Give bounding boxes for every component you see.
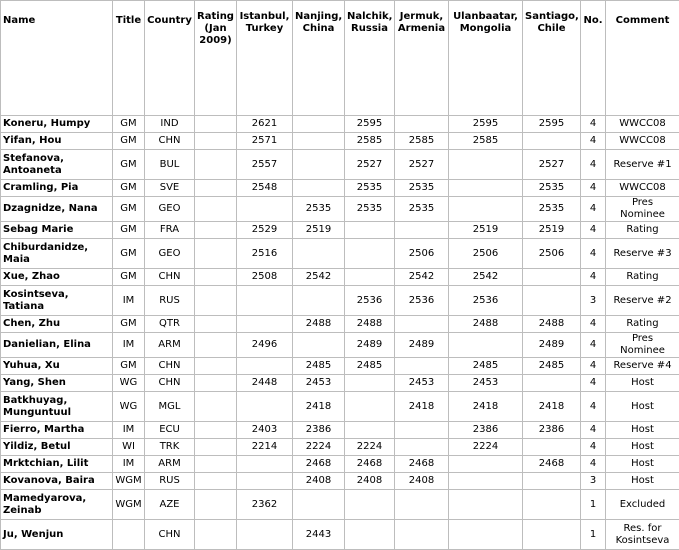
table-row bbox=[1, 392, 679, 422]
cell-comment: WWCC08 bbox=[606, 116, 679, 133]
cell-istanbul bbox=[237, 392, 293, 422]
cell-santiago: 2527 bbox=[523, 150, 581, 180]
cell-country: TRK bbox=[145, 439, 195, 456]
cell-no: 1 bbox=[581, 520, 606, 550]
cell-comment: Rating bbox=[606, 222, 679, 239]
cell-istanbul: 2557 bbox=[237, 150, 293, 180]
cell-title: IM bbox=[113, 286, 145, 316]
cell-nalchik bbox=[345, 422, 395, 439]
cell-no: 4 bbox=[581, 133, 606, 150]
cell-jermuk: 2585 bbox=[395, 133, 449, 150]
cell-comment: Reserve #1 bbox=[606, 150, 679, 180]
cell-rating bbox=[195, 473, 237, 490]
cell-rating bbox=[195, 269, 237, 286]
cell-santiago: 2535 bbox=[523, 197, 581, 222]
cell-jermuk: 2506 bbox=[395, 239, 449, 269]
cell-istanbul: 2214 bbox=[237, 439, 293, 456]
cell-name: Kosintseva, Tatiana bbox=[1, 286, 113, 316]
cell-nalchik bbox=[345, 392, 395, 422]
cell-ulanbaatar: 2453 bbox=[449, 375, 523, 392]
cell-nanjing bbox=[293, 286, 345, 316]
cell-title: GM bbox=[113, 197, 145, 222]
cell-title: IM bbox=[113, 422, 145, 439]
cell-nanjing: 2408 bbox=[293, 473, 345, 490]
cell-istanbul bbox=[237, 358, 293, 375]
cell-istanbul: 2548 bbox=[237, 180, 293, 197]
cell-no: 4 bbox=[581, 316, 606, 333]
cell-santiago bbox=[523, 133, 581, 150]
cell-nalchik: 2535 bbox=[345, 197, 395, 222]
cell-country: ARM bbox=[145, 456, 195, 473]
cell-istanbul: 2621 bbox=[237, 116, 293, 133]
cell-santiago: 2519 bbox=[523, 222, 581, 239]
cell-rating bbox=[195, 197, 237, 222]
cell-ulanbaatar: 2585 bbox=[449, 133, 523, 150]
cell-title: GM bbox=[113, 150, 145, 180]
cell-name: Chiburdanidze, Maia bbox=[1, 239, 113, 269]
cell-comment: Host bbox=[606, 392, 679, 422]
cell-country: BUL bbox=[145, 150, 195, 180]
cell-title: GM bbox=[113, 358, 145, 375]
cell-istanbul: 2403 bbox=[237, 422, 293, 439]
cell-ulanbaatar bbox=[449, 490, 523, 520]
cell-nanjing: 2453 bbox=[293, 375, 345, 392]
cell-name: Cramling, Pia bbox=[1, 180, 113, 197]
table-row bbox=[1, 375, 679, 392]
table-row bbox=[1, 422, 679, 439]
cell-nalchik: 2489 bbox=[345, 333, 395, 358]
cell-nalchik bbox=[345, 375, 395, 392]
table-row bbox=[1, 358, 679, 375]
cell-rating bbox=[195, 333, 237, 358]
cell-country: SVE bbox=[145, 180, 195, 197]
cell-nalchik: 2485 bbox=[345, 358, 395, 375]
cell-jermuk bbox=[395, 222, 449, 239]
cell-no: 3 bbox=[581, 286, 606, 316]
table-row bbox=[1, 333, 679, 358]
cell-name: Fierro, Martha bbox=[1, 422, 113, 439]
cell-istanbul bbox=[237, 316, 293, 333]
cell-no: 1 bbox=[581, 490, 606, 520]
cell-no: 4 bbox=[581, 180, 606, 197]
header-country: Country bbox=[145, 1, 195, 116]
cell-name: Yildiz, Betul bbox=[1, 439, 113, 456]
cell-ulanbaatar: 2519 bbox=[449, 222, 523, 239]
cell-istanbul: 2529 bbox=[237, 222, 293, 239]
cell-country: GEO bbox=[145, 197, 195, 222]
cell-title: WGM bbox=[113, 473, 145, 490]
cell-istanbul: 2571 bbox=[237, 133, 293, 150]
cell-no: 4 bbox=[581, 422, 606, 439]
cell-ulanbaatar: 2542 bbox=[449, 269, 523, 286]
cell-comment: WWCC08 bbox=[606, 133, 679, 150]
cell-jermuk: 2535 bbox=[395, 180, 449, 197]
header-santiago: Santiago, Chile bbox=[523, 1, 581, 116]
cell-comment: Res. for Kosintseva bbox=[606, 520, 679, 550]
table-row bbox=[1, 316, 679, 333]
header-row bbox=[1, 1, 679, 116]
cell-jermuk bbox=[395, 439, 449, 456]
cell-comment: Host bbox=[606, 375, 679, 392]
cell-ulanbaatar: 2224 bbox=[449, 439, 523, 456]
cell-name: Yifan, Hou bbox=[1, 133, 113, 150]
table-row bbox=[1, 180, 679, 197]
cell-comment: Host bbox=[606, 422, 679, 439]
cell-jermuk bbox=[395, 116, 449, 133]
cell-ulanbaatar bbox=[449, 456, 523, 473]
cell-ulanbaatar bbox=[449, 333, 523, 358]
cell-nanjing: 2224 bbox=[293, 439, 345, 456]
cell-istanbul bbox=[237, 456, 293, 473]
cell-no: 4 bbox=[581, 456, 606, 473]
cell-comment: Reserve #2 bbox=[606, 286, 679, 316]
cell-nanjing: 2542 bbox=[293, 269, 345, 286]
header-no: No. bbox=[581, 1, 606, 116]
table-row bbox=[1, 286, 679, 316]
cell-jermuk bbox=[395, 358, 449, 375]
table-row bbox=[1, 116, 679, 133]
header-jermuk: Jermuk, Armenia bbox=[395, 1, 449, 116]
cell-country: FRA bbox=[145, 222, 195, 239]
cell-rating bbox=[195, 150, 237, 180]
cell-nanjing bbox=[293, 239, 345, 269]
cell-country: GEO bbox=[145, 239, 195, 269]
table-row bbox=[1, 222, 679, 239]
table-row bbox=[1, 133, 679, 150]
cell-istanbul: 2362 bbox=[237, 490, 293, 520]
cell-title: WI bbox=[113, 439, 145, 456]
cell-name: Yuhua, Xu bbox=[1, 358, 113, 375]
table-row bbox=[1, 456, 679, 473]
cell-title: GM bbox=[113, 180, 145, 197]
cell-no: 4 bbox=[581, 439, 606, 456]
cell-ulanbaatar bbox=[449, 197, 523, 222]
header-name: Name bbox=[1, 1, 113, 116]
cell-name: Danielian, Elina bbox=[1, 333, 113, 358]
cell-title: GM bbox=[113, 133, 145, 150]
cell-santiago: 2468 bbox=[523, 456, 581, 473]
cell-santiago: 2595 bbox=[523, 116, 581, 133]
cell-jermuk: 2542 bbox=[395, 269, 449, 286]
cell-no: 4 bbox=[581, 239, 606, 269]
cell-rating bbox=[195, 375, 237, 392]
cell-nalchik: 2468 bbox=[345, 456, 395, 473]
cell-istanbul: 2496 bbox=[237, 333, 293, 358]
cell-name: Kovanova, Baira bbox=[1, 473, 113, 490]
cell-ulanbaatar bbox=[449, 180, 523, 197]
cell-ulanbaatar: 2506 bbox=[449, 239, 523, 269]
cell-santiago: 2418 bbox=[523, 392, 581, 422]
cell-name: Koneru, Humpy bbox=[1, 116, 113, 133]
table-row bbox=[1, 473, 679, 490]
cell-rating bbox=[195, 239, 237, 269]
cell-rating bbox=[195, 133, 237, 150]
cell-istanbul bbox=[237, 473, 293, 490]
cell-nalchik bbox=[345, 490, 395, 520]
cell-jermuk: 2535 bbox=[395, 197, 449, 222]
cell-ulanbaatar: 2595 bbox=[449, 116, 523, 133]
table-row bbox=[1, 520, 679, 550]
cell-comment: Rating bbox=[606, 316, 679, 333]
cell-comment: WWCC08 bbox=[606, 180, 679, 197]
cell-no: 4 bbox=[581, 222, 606, 239]
cell-country: RUS bbox=[145, 473, 195, 490]
cell-name: Sebag Marie bbox=[1, 222, 113, 239]
cell-comment: Host bbox=[606, 473, 679, 490]
cell-nanjing: 2535 bbox=[293, 197, 345, 222]
cell-rating bbox=[195, 180, 237, 197]
cell-no: 4 bbox=[581, 333, 606, 358]
cell-santiago: 2535 bbox=[523, 180, 581, 197]
cell-title: GM bbox=[113, 316, 145, 333]
header-rating: Rating (Jan 2009) bbox=[195, 1, 237, 116]
cell-santiago bbox=[523, 520, 581, 550]
cell-nalchik: 2585 bbox=[345, 133, 395, 150]
cell-no: 4 bbox=[581, 197, 606, 222]
cell-jermuk: 2408 bbox=[395, 473, 449, 490]
cell-jermuk: 2489 bbox=[395, 333, 449, 358]
cell-ulanbaatar: 2386 bbox=[449, 422, 523, 439]
cell-santiago bbox=[523, 490, 581, 520]
cell-no: 4 bbox=[581, 375, 606, 392]
cell-no: 4 bbox=[581, 392, 606, 422]
cell-ulanbaatar: 2488 bbox=[449, 316, 523, 333]
cell-title: GM bbox=[113, 116, 145, 133]
cell-comment: Reserve #3 bbox=[606, 239, 679, 269]
cell-comment: Excluded bbox=[606, 490, 679, 520]
cell-santiago: 2506 bbox=[523, 239, 581, 269]
cell-nanjing bbox=[293, 133, 345, 150]
cell-nalchik: 2535 bbox=[345, 180, 395, 197]
cell-istanbul: 2508 bbox=[237, 269, 293, 286]
cell-ulanbaatar: 2418 bbox=[449, 392, 523, 422]
cell-istanbul bbox=[237, 520, 293, 550]
cell-santiago bbox=[523, 286, 581, 316]
cell-name: Batkhuyag, Munguntuul bbox=[1, 392, 113, 422]
cell-nanjing bbox=[293, 333, 345, 358]
cell-country: CHN bbox=[145, 269, 195, 286]
cell-name: Xue, Zhao bbox=[1, 269, 113, 286]
cell-nalchik: 2488 bbox=[345, 316, 395, 333]
cell-name: Ju, Wenjun bbox=[1, 520, 113, 550]
cell-santiago bbox=[523, 473, 581, 490]
cell-jermuk: 2527 bbox=[395, 150, 449, 180]
cell-ulanbaatar bbox=[449, 473, 523, 490]
cell-jermuk bbox=[395, 422, 449, 439]
cell-no: 4 bbox=[581, 150, 606, 180]
cell-santiago: 2485 bbox=[523, 358, 581, 375]
cell-nalchik: 2595 bbox=[345, 116, 395, 133]
cell-jermuk bbox=[395, 520, 449, 550]
table-row bbox=[1, 269, 679, 286]
cell-santiago: 2489 bbox=[523, 333, 581, 358]
cell-no: 3 bbox=[581, 473, 606, 490]
cell-title: GM bbox=[113, 269, 145, 286]
cell-country: CHN bbox=[145, 358, 195, 375]
cell-jermuk: 2468 bbox=[395, 456, 449, 473]
cell-comment: Reserve #4 bbox=[606, 358, 679, 375]
cell-rating bbox=[195, 422, 237, 439]
cell-name: Mrktchian, Lilit bbox=[1, 456, 113, 473]
cell-country: AZE bbox=[145, 490, 195, 520]
table-row bbox=[1, 197, 679, 222]
cell-santiago: 2488 bbox=[523, 316, 581, 333]
cell-no: 4 bbox=[581, 116, 606, 133]
header-comment: Comment bbox=[606, 1, 679, 116]
cell-istanbul: 2448 bbox=[237, 375, 293, 392]
cell-title: WG bbox=[113, 375, 145, 392]
cell-country: CHN bbox=[145, 375, 195, 392]
cell-nanjing bbox=[293, 116, 345, 133]
cell-ulanbaatar: 2536 bbox=[449, 286, 523, 316]
cell-nanjing: 2443 bbox=[293, 520, 345, 550]
cell-nalchik: 2224 bbox=[345, 439, 395, 456]
cell-rating bbox=[195, 490, 237, 520]
cell-nanjing: 2519 bbox=[293, 222, 345, 239]
cell-nalchik: 2527 bbox=[345, 150, 395, 180]
cell-rating bbox=[195, 316, 237, 333]
cell-rating bbox=[195, 520, 237, 550]
cell-title bbox=[113, 520, 145, 550]
cell-jermuk bbox=[395, 316, 449, 333]
cell-country: ARM bbox=[145, 333, 195, 358]
cell-name: Mamedyarova, Zeinab bbox=[1, 490, 113, 520]
cell-country: MGL bbox=[145, 392, 195, 422]
cell-rating bbox=[195, 456, 237, 473]
cell-istanbul bbox=[237, 286, 293, 316]
cell-country: CHN bbox=[145, 520, 195, 550]
cell-country: IND bbox=[145, 116, 195, 133]
cell-ulanbaatar bbox=[449, 520, 523, 550]
header-nanjing: Nanjing, China bbox=[293, 1, 345, 116]
cell-ulanbaatar bbox=[449, 150, 523, 180]
cell-rating bbox=[195, 392, 237, 422]
cell-no: 4 bbox=[581, 269, 606, 286]
cell-title: GM bbox=[113, 222, 145, 239]
cell-ulanbaatar: 2485 bbox=[449, 358, 523, 375]
cell-jermuk: 2536 bbox=[395, 286, 449, 316]
cell-name: Stefanova, Antoaneta bbox=[1, 150, 113, 180]
cell-name: Chen, Zhu bbox=[1, 316, 113, 333]
cell-country: RUS bbox=[145, 286, 195, 316]
cell-santiago bbox=[523, 375, 581, 392]
cell-nanjing: 2386 bbox=[293, 422, 345, 439]
cell-country: ECU bbox=[145, 422, 195, 439]
cell-name: Dzagnidze, Nana bbox=[1, 197, 113, 222]
cell-title: IM bbox=[113, 456, 145, 473]
cell-rating bbox=[195, 286, 237, 316]
cell-rating bbox=[195, 358, 237, 375]
table-row bbox=[1, 490, 679, 520]
cell-comment: Host bbox=[606, 439, 679, 456]
header-nalchik: Nalchik, Russia bbox=[345, 1, 395, 116]
cell-santiago bbox=[523, 439, 581, 456]
cell-rating bbox=[195, 222, 237, 239]
cell-title: IM bbox=[113, 333, 145, 358]
cell-istanbul: 2516 bbox=[237, 239, 293, 269]
cell-santiago bbox=[523, 269, 581, 286]
cell-name: Yang, Shen bbox=[1, 375, 113, 392]
cell-nalchik bbox=[345, 520, 395, 550]
cell-jermuk: 2418 bbox=[395, 392, 449, 422]
cell-nanjing: 2485 bbox=[293, 358, 345, 375]
cell-title: GM bbox=[113, 239, 145, 269]
cell-nanjing bbox=[293, 490, 345, 520]
cell-nanjing: 2468 bbox=[293, 456, 345, 473]
cell-title: WG bbox=[113, 392, 145, 422]
header-title: Title bbox=[113, 1, 145, 116]
cell-nalchik: 2536 bbox=[345, 286, 395, 316]
cell-nalchik bbox=[345, 239, 395, 269]
cell-nanjing: 2488 bbox=[293, 316, 345, 333]
cell-title: WGM bbox=[113, 490, 145, 520]
cell-rating bbox=[195, 116, 237, 133]
cell-santiago: 2386 bbox=[523, 422, 581, 439]
table-body bbox=[1, 116, 679, 550]
table-row bbox=[1, 150, 679, 180]
cell-nanjing: 2418 bbox=[293, 392, 345, 422]
cell-nalchik bbox=[345, 222, 395, 239]
cell-istanbul bbox=[237, 197, 293, 222]
cell-rating bbox=[195, 439, 237, 456]
cell-country: QTR bbox=[145, 316, 195, 333]
cell-jermuk: 2453 bbox=[395, 375, 449, 392]
table-row bbox=[1, 239, 679, 269]
cell-comment: Host bbox=[606, 456, 679, 473]
header-istanbul: Istanbul, Turkey bbox=[237, 1, 293, 116]
cell-comment: Rating bbox=[606, 269, 679, 286]
cell-jermuk bbox=[395, 490, 449, 520]
cell-nanjing bbox=[293, 150, 345, 180]
cell-no: 4 bbox=[581, 358, 606, 375]
cell-comment: Pres Nominee bbox=[606, 197, 679, 222]
cell-country: CHN bbox=[145, 133, 195, 150]
cell-comment: Pres Nominee bbox=[606, 333, 679, 358]
cell-nalchik bbox=[345, 269, 395, 286]
header-ulanbaatar: Ulanbaatar, Mongolia bbox=[449, 1, 523, 116]
table-row bbox=[1, 439, 679, 456]
cell-nalchik: 2408 bbox=[345, 473, 395, 490]
cell-nanjing bbox=[293, 180, 345, 197]
